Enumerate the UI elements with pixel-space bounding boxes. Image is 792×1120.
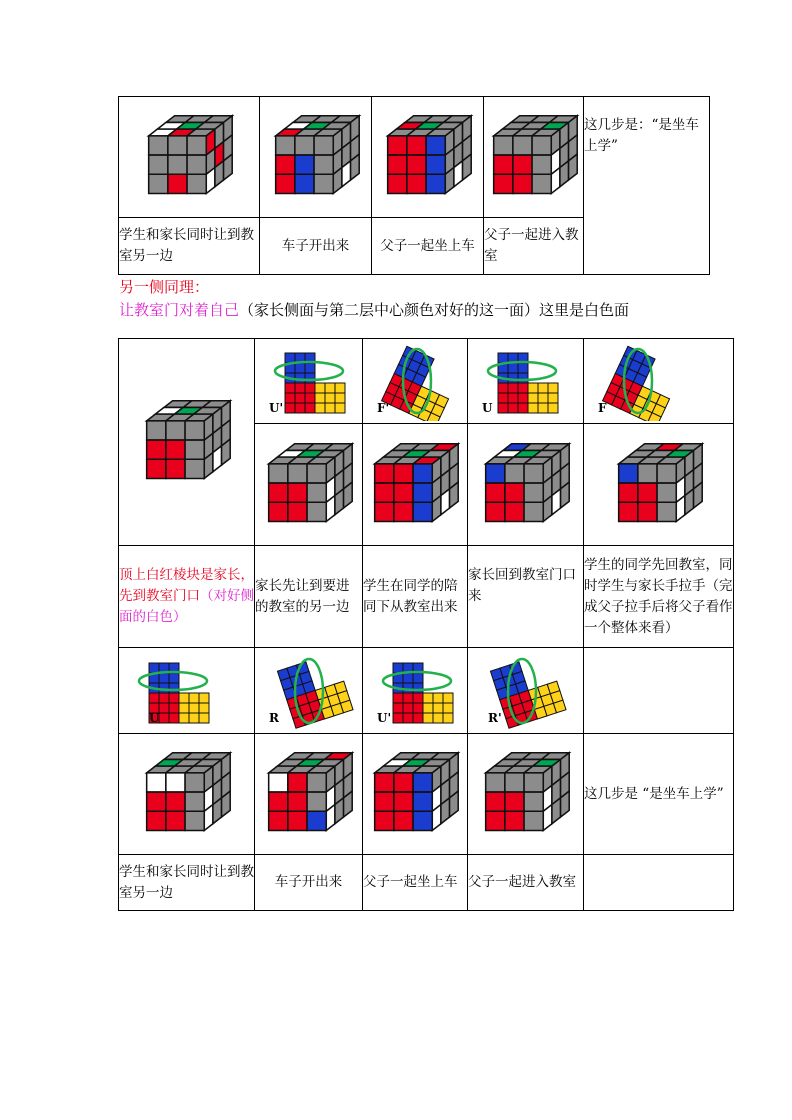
caption: 车子开出来 (255, 855, 363, 911)
step-description: 学生的同学先回教室，同时学生与家长手拉手（完成父子拉手后将父子看作一个整体来看） (584, 546, 734, 648)
turn-u-icon (119, 651, 223, 731)
cube-cell (363, 424, 468, 546)
caption: 父子一起进入教室 (468, 855, 584, 911)
cube-image (478, 437, 574, 533)
move-label: F' (377, 401, 390, 415)
move-cell (255, 339, 363, 424)
step-description: 家长先让到要进的教室的另一边 (255, 546, 363, 648)
move-label: U' (377, 711, 392, 725)
step-description: 家长回到教室门口来 (468, 546, 584, 648)
heading-line-1: 另一侧同理： (119, 278, 210, 296)
table-one (118, 96, 710, 275)
desc-magenta: （对好侧面的白色） (119, 588, 254, 625)
cube-cell (260, 97, 372, 218)
cube-cell (584, 424, 734, 546)
cube-cell (119, 97, 260, 218)
move-cell (468, 648, 584, 734)
move-cell (363, 339, 468, 424)
caption: 车子开出来 (260, 218, 372, 275)
move-cell (255, 648, 363, 734)
caption: 父子一起坐上车 (372, 218, 484, 275)
move-label: U (149, 711, 160, 725)
move-label: U' (269, 401, 284, 415)
move-cell (468, 339, 584, 424)
move-cell (119, 648, 255, 734)
side-note: 这几步是：“是坐车上学” (584, 97, 710, 275)
cube-image (261, 437, 357, 533)
move-label: R' (488, 711, 502, 725)
cube-cell (255, 424, 363, 546)
empty-cell (584, 855, 734, 911)
cube-cell (255, 734, 363, 855)
move-label: U (482, 401, 493, 415)
turn-r-prime-icon (468, 651, 572, 731)
cube-cell (119, 734, 255, 855)
cube-image (261, 746, 357, 842)
caption: 父子一起坐上车 (363, 855, 468, 911)
cube-cell (484, 97, 584, 218)
cube-image (141, 109, 237, 205)
move-cell (363, 648, 468, 734)
cube-image (268, 109, 364, 205)
cube-image (367, 746, 463, 842)
caption: 学生和家长同时让到教室另一边 (119, 855, 255, 911)
empty-cell (584, 648, 734, 734)
cube-image (139, 746, 235, 842)
table-two (118, 338, 734, 911)
step-description: 学生在同学的陪同下从教室出来 (363, 546, 468, 648)
cube-cell (372, 97, 484, 218)
step-description (119, 546, 255, 648)
caption: 父子一起进入教室 (484, 218, 584, 275)
heading-highlight: 让教室门对着自己 (119, 301, 240, 319)
move-cell (584, 339, 734, 424)
cube-image (139, 394, 235, 490)
cube-image (611, 437, 707, 533)
cube-cell (468, 424, 584, 546)
side-note: 这几步是 “是坐车上学” (584, 734, 734, 855)
move-label: F (598, 401, 607, 415)
heading-line-2 (119, 299, 629, 320)
cube-cell (363, 734, 468, 855)
cube-cell (468, 734, 584, 855)
cube-image (486, 109, 582, 205)
move-label: R (269, 711, 279, 725)
cube-cell (119, 339, 255, 546)
cube-image (478, 746, 574, 842)
desc-red: 顶上白红棱块是家长，先到教室门口 (119, 567, 254, 604)
caption: 学生和家长同时让到教室另一边 (119, 218, 260, 275)
heading-rest: （家长侧面与第二层中心颜色对好的这一面）这里是白色面 (239, 301, 630, 319)
cube-image (367, 437, 463, 533)
cube-image (380, 109, 476, 205)
